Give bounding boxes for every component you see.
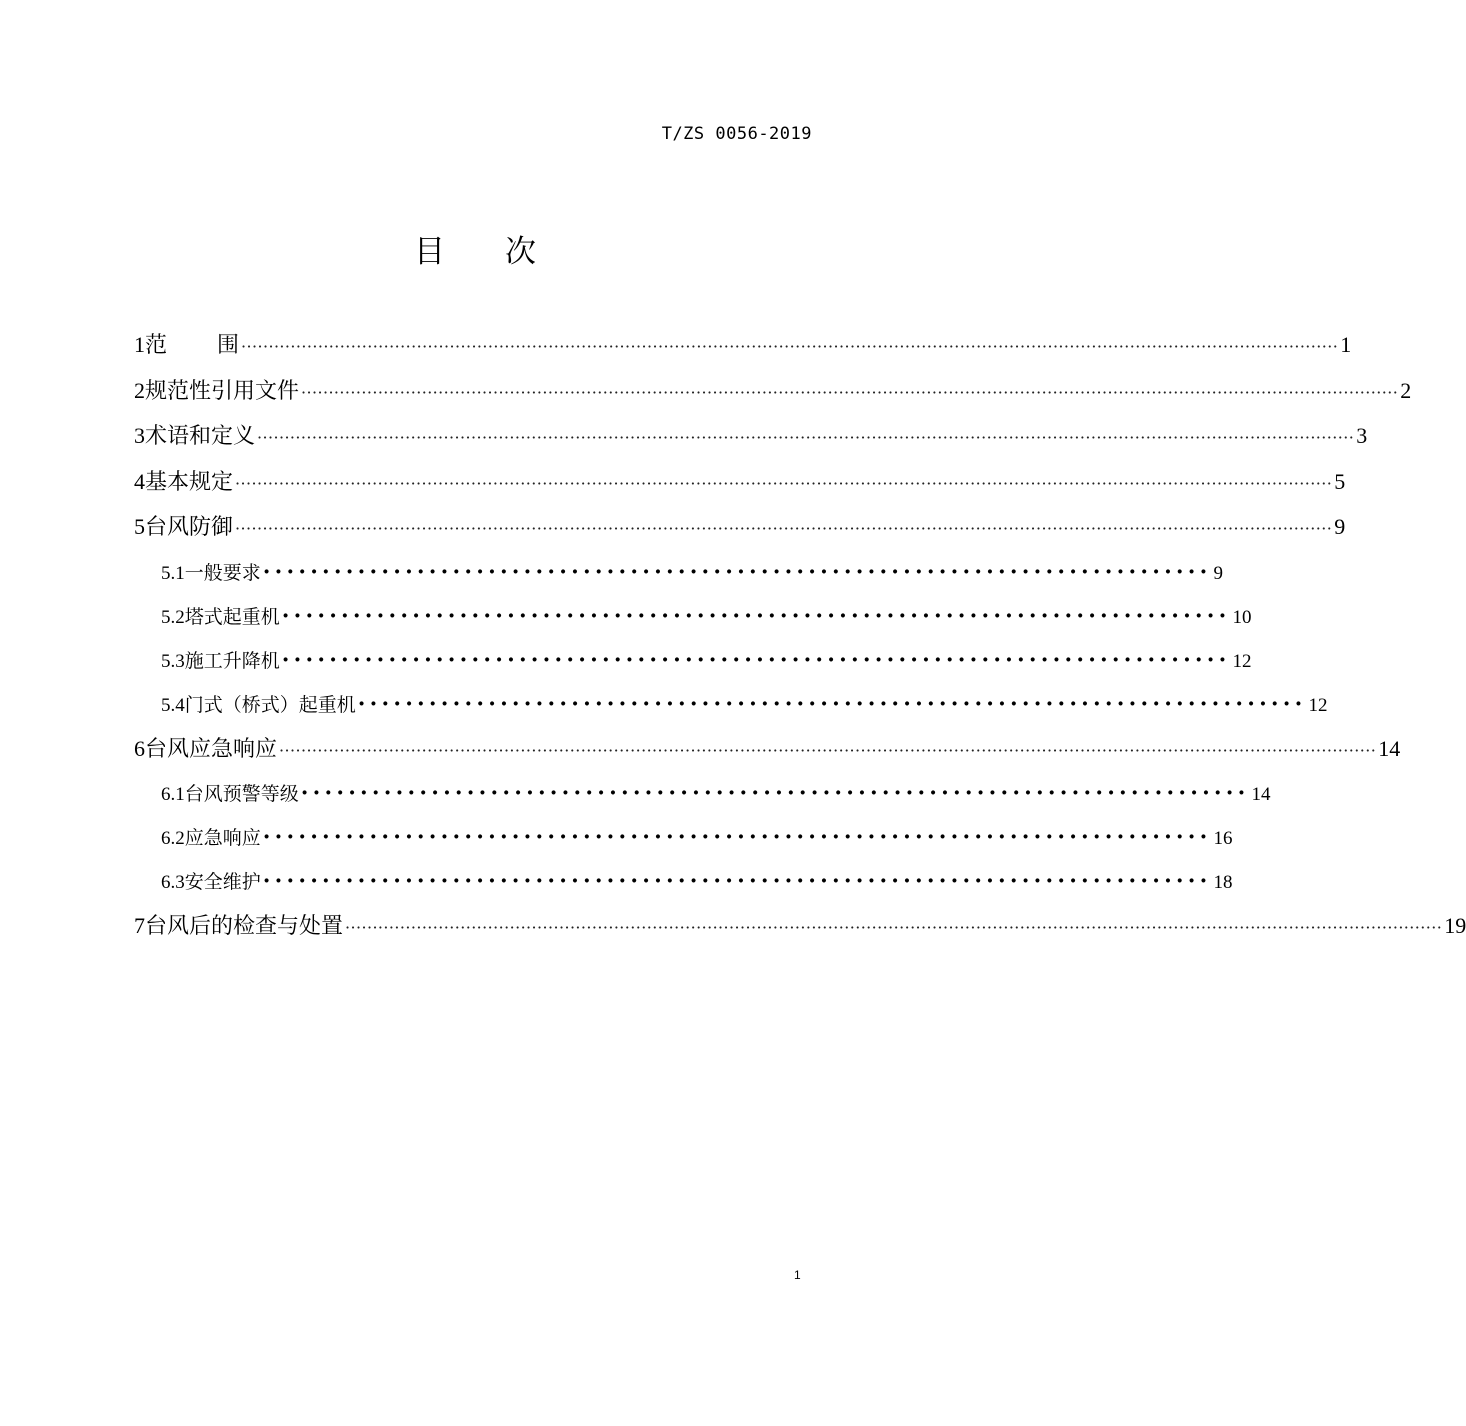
toc-dot-leader: ········································································································································································································ (257, 428, 1355, 447)
toc-subentry-page: 16 (1213, 828, 1233, 849)
toc-subentry[interactable] (134, 594, 1252, 638)
toc-dot-leader: ················································································ (281, 646, 1231, 673)
toc-entry-page: 14 (1378, 735, 1401, 761)
toc-subentry-label: 塔式起重机 (184, 605, 280, 628)
toc-entry-number: 1 (134, 332, 145, 357)
toc-subentry-page: 14 (1251, 784, 1271, 805)
toc-entry-number: 6 (134, 735, 145, 761)
toc-subentry-label: 门式（桥式）起重机 (184, 693, 356, 716)
toc-entry-label-part: 范 (145, 333, 168, 358)
toc-subentry-number: 5.2 (161, 606, 185, 628)
document-code: T/ZS 0056-2019 (661, 124, 812, 144)
toc-subentry-number: 6.2 (161, 828, 185, 849)
page-number: 1 (794, 1268, 801, 1282)
toc-dot-leader: ········································································································································································································ (301, 382, 1399, 402)
page-title (0, 226, 950, 271)
toc-entry-label: 台风应急响应 (145, 736, 278, 762)
toc-subentry-number: 5.4 (161, 694, 185, 716)
toc-dot-leader: ················································································ (262, 824, 1212, 850)
toc-dot-leader: ········································································································································································································ (241, 337, 1339, 356)
toc-subentry[interactable] (134, 771, 1271, 815)
title-part-1: 目 (414, 234, 445, 270)
toc-dot-leader: ········································································································································································································ (235, 473, 1333, 493)
toc-subentry[interactable] (134, 638, 1252, 682)
toc-subentry-number: 5.3 (161, 650, 185, 672)
toc-dot-leader: ········································································································································································································ (345, 918, 1443, 937)
table-of-contents (134, 322, 1466, 949)
toc-entry-page: 5 (1334, 468, 1346, 494)
toc-subentry-page: 12 (1232, 650, 1252, 672)
toc-dot-leader: ········································································································································································································ (279, 740, 1377, 760)
toc-entry-label: 规范性引用文件 (145, 378, 300, 404)
toc-dot-leader: ········································································································································································································ (235, 519, 1333, 538)
toc-entry-page: 9 (1334, 514, 1346, 539)
toc-dot-leader: ················································································ (300, 780, 1250, 806)
toc-entry-number: 3 (134, 423, 145, 448)
toc-entry-number: 7 (134, 913, 145, 938)
toc-entry-label-part: 围 (217, 333, 240, 358)
toc-entry-label: 术语和定义 (145, 424, 256, 449)
toc-dot-leader: ················································································ (262, 558, 1212, 585)
toc-entry[interactable] (134, 322, 1352, 368)
toc-subentry-page: 18 (1213, 872, 1233, 893)
toc-entry[interactable] (134, 413, 1368, 459)
toc-entry-page: 2 (1400, 377, 1412, 403)
toc-subentry[interactable] (134, 550, 1223, 594)
toc-entry[interactable] (134, 903, 1466, 949)
toc-entry-label: 台风防御 (145, 515, 234, 540)
toc-subentry-label: 安全维护 (184, 871, 261, 893)
toc-subentry-label: 一般要求 (184, 561, 261, 584)
toc-entry-page: 19 (1444, 913, 1466, 938)
toc-subentry[interactable] (134, 859, 1233, 903)
toc-subentry[interactable] (134, 815, 1233, 859)
toc-subentry-label: 应急响应 (184, 827, 261, 849)
toc-subentry-number: 5.1 (161, 562, 185, 584)
toc-subentry[interactable] (134, 682, 1328, 726)
toc-subentry-number: 6.3 (161, 872, 185, 893)
toc-subentry-page: 10 (1232, 606, 1252, 628)
toc-dot-leader: ················································································ (262, 868, 1212, 894)
title-part-2: 次 (505, 234, 536, 270)
toc-entry[interactable] (134, 504, 1346, 550)
toc-entry-page: 1 (1340, 332, 1352, 357)
toc-entry-number: 2 (134, 377, 145, 403)
toc-entry[interactable] (134, 726, 1401, 772)
toc-subentry-label: 施工升降机 (184, 649, 280, 672)
toc-subentry-page: 12 (1308, 694, 1328, 716)
toc-entry-number: 5 (134, 514, 145, 539)
toc-subentry-page: 9 (1213, 562, 1223, 584)
toc-entry[interactable] (134, 459, 1346, 505)
toc-entry-number: 4 (134, 468, 145, 494)
toc-entry[interactable] (134, 368, 1412, 414)
toc-dot-leader: ················································································ (357, 690, 1307, 717)
toc-entry-label: 台风后的检查与处置 (145, 914, 344, 939)
toc-subentry-label: 台风预警等级 (184, 783, 299, 805)
toc-subentry-number: 6.1 (161, 784, 185, 805)
toc-entry-label (145, 323, 239, 369)
toc-dot-leader: ················································································ (281, 602, 1231, 629)
toc-entry-page: 3 (1356, 423, 1368, 448)
toc-entry-label: 基本规定 (145, 469, 234, 495)
